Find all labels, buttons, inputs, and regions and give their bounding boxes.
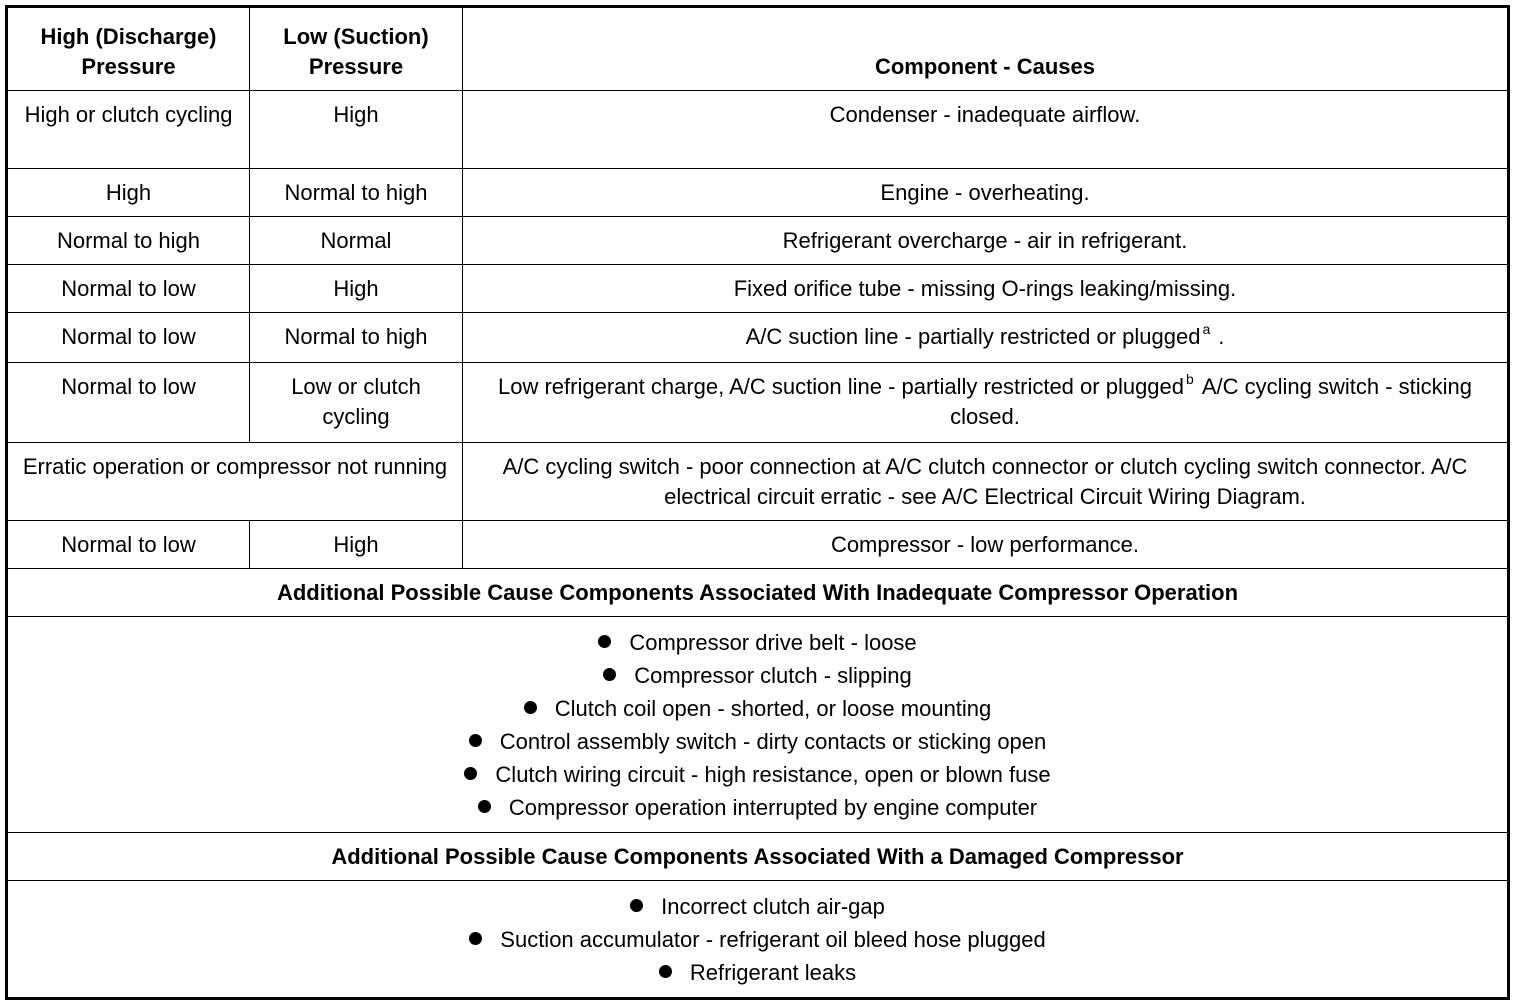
section-list-row bbox=[7, 881, 1509, 999]
bullet-icon bbox=[524, 701, 537, 714]
table-row bbox=[7, 265, 1509, 313]
list-item-text: Clutch coil open - shorted, or loose mounting bbox=[554, 696, 992, 721]
cell-high-pressure: Normal to high bbox=[7, 217, 250, 265]
list-item bbox=[16, 692, 1499, 725]
cell-high-pressure: Normal to low bbox=[7, 363, 250, 443]
list-item-text: Suction accumulator - refrigerant oil bleed hose plugged bbox=[500, 927, 1046, 952]
cell-low-pressure: Normal to high bbox=[250, 169, 463, 217]
header-high-pressure: High (Discharge) Pressure bbox=[7, 7, 250, 91]
cause-tail: A/C cycling switch - sticking closed. bbox=[950, 374, 1472, 429]
list-item-text: Compressor clutch - slipping bbox=[634, 663, 912, 688]
cell-cause: Compressor - low performance. bbox=[463, 521, 1509, 569]
list-item bbox=[16, 791, 1499, 824]
header-component-causes: Component - Causes bbox=[463, 7, 1509, 91]
cell-low-pressure: Normal bbox=[250, 217, 463, 265]
header-low-pressure: Low (Suction) Pressure bbox=[250, 7, 463, 91]
cell-cause: Refrigerant overcharge - air in refrigerant. bbox=[463, 217, 1509, 265]
cell-low-pressure: High bbox=[250, 521, 463, 569]
cell-cause bbox=[463, 363, 1509, 443]
section-title-row bbox=[7, 833, 1509, 881]
section-title-damaged-compressor: Additional Possible Cause Components Associated With a Damaged Compressor bbox=[7, 833, 1509, 881]
list-item-text: Clutch wiring circuit - high resistance, open or blown fuse bbox=[495, 762, 1051, 787]
cell-low-pressure: Low or clutch cycling bbox=[250, 363, 463, 443]
cell-combined-pressure: Erratic operation or compressor not running bbox=[7, 443, 463, 521]
list-item bbox=[16, 923, 1499, 956]
list-item-text: Refrigerant leaks bbox=[689, 960, 857, 985]
cell-low-pressure: High bbox=[250, 91, 463, 169]
section-title-row bbox=[7, 569, 1509, 617]
cell-cause: Engine - overheating. bbox=[463, 169, 1509, 217]
bullet-icon bbox=[659, 965, 672, 978]
cause-tail: . bbox=[1218, 324, 1225, 349]
table-header-row bbox=[7, 7, 1509, 91]
section-title-inadequate-operation: Additional Possible Cause Components Associated With Inadequate Compressor Operation bbox=[7, 569, 1509, 617]
footnote-marker: a bbox=[1202, 321, 1211, 337]
bullet-icon bbox=[598, 635, 611, 648]
cell-cause: A/C cycling switch - poor connection at A/C clutch connector or clutch cycling switch connector. A/C electrical circuit erratic - see A/C Electrical Circuit Wiring Diagram. bbox=[463, 443, 1509, 521]
list-item bbox=[16, 890, 1499, 923]
list-item-text: Incorrect clutch air-gap bbox=[661, 894, 885, 919]
cause-text: Low refrigerant charge, A/C suction line - partially restricted or plugged bbox=[498, 374, 1185, 399]
cause-text: A/C suction line - partially restricted or plugged bbox=[745, 324, 1201, 349]
cell-high-pressure: Normal to low bbox=[7, 521, 250, 569]
bullet-icon bbox=[469, 734, 482, 747]
ac-diagnosis-table bbox=[5, 5, 1510, 1000]
table-row bbox=[7, 521, 1509, 569]
section-list-row bbox=[7, 617, 1509, 833]
bullet-icon bbox=[603, 668, 616, 681]
cell-cause bbox=[463, 313, 1509, 363]
damaged-compressor-list bbox=[7, 881, 1509, 999]
list-item bbox=[16, 956, 1499, 989]
bullet-icon bbox=[469, 932, 482, 945]
bullet-icon bbox=[630, 899, 643, 912]
list-item-text: Compressor operation interrupted by engine computer bbox=[508, 795, 1038, 820]
bullet-icon bbox=[464, 767, 477, 780]
table-row bbox=[7, 363, 1509, 443]
list-item bbox=[16, 659, 1499, 692]
cell-high-pressure: High bbox=[7, 169, 250, 217]
table-row bbox=[7, 91, 1509, 169]
table-row bbox=[7, 313, 1509, 363]
diagnostic-table-wrapper bbox=[5, 5, 1510, 1000]
cell-low-pressure: High bbox=[250, 265, 463, 313]
footnote-marker: b bbox=[1186, 371, 1194, 387]
list-item bbox=[16, 725, 1499, 758]
cell-high-pressure: High or clutch cycling bbox=[7, 91, 250, 169]
cell-high-pressure: Normal to low bbox=[7, 313, 250, 363]
bullet-icon bbox=[478, 800, 491, 813]
table-row bbox=[7, 443, 1509, 521]
cell-low-pressure: Normal to high bbox=[250, 313, 463, 363]
cell-cause: Condenser - inadequate airflow. bbox=[463, 91, 1509, 169]
list-item-text: Compressor drive belt - loose bbox=[629, 630, 917, 655]
inadequate-operation-list bbox=[7, 617, 1509, 833]
list-item-text: Control assembly switch - dirty contacts or sticking open bbox=[499, 729, 1047, 754]
table-row bbox=[7, 169, 1509, 217]
table-row bbox=[7, 217, 1509, 265]
list-item bbox=[16, 626, 1499, 659]
cell-high-pressure: Normal to low bbox=[7, 265, 250, 313]
list-item bbox=[16, 758, 1499, 791]
cell-cause: Fixed orifice tube - missing O-rings leaking/missing. bbox=[463, 265, 1509, 313]
